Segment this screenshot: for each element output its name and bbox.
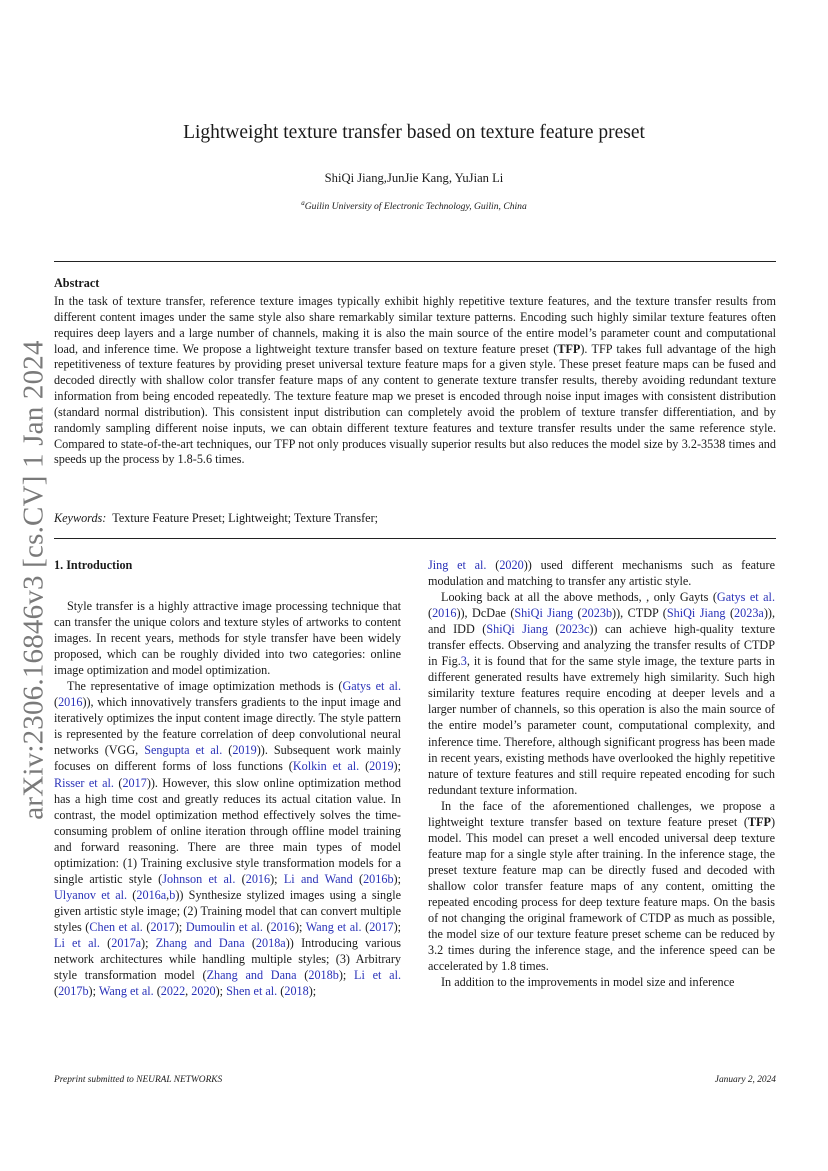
bottom-rule [54,538,776,539]
paragraph: Jing et al. (2020)) used different mechanisms such as feature modulation and matching to transfer any artistic style. [428,558,775,589]
footer-left: Preprint submitted to NEURAL NETWORKS [54,1075,223,1085]
paragraph: The representative of image optimization methods is (Gatys et al. (2016)), which innovatively transfers gradients to the input image and iteratively optimizes the input content image directly. The style pattern is represented by the feature correlation of deep convolutional neural networks (VGG, Sengupta et al. (2019)). Subsequent work mainly focuses on different forms of loss functions (Kolkin et al. (2019); Risser et al. (2017)). However, this slow online optimization method has a high time cost and greatly reduces its actual citation value. In contrast, the model optimization method effectively solves the time-consuming problem of online iteration through offline model training and forward reasoning. There are three main types of model optimization: (1) Training exclusive style transformation models for a single artistic style (Johnson et al. (2016); Li and Wand (2016b); Ulyanov et al. (2016a,b)) Synthesize stylized images using a single given artistic style image; (2) Training model that can convert multiple styles (Chen et al. (2017); Dumoulin et al. (2016); Wang et al. (2017); Li et al. (2017a); Zhang and Dana (2018a)) Introducing various network architectures while handling multiple styles; (3) Arbitrary style transformation model (Zhang and Dana (2018b); Li et al. (2017b); Wang et al. (2022, 2020); Shen et al. (2018); [54,679,402,999]
arxiv-stamp: arXiv:2306.16846v3 [cs.CV] 1 Jan 2024 [17,340,50,820]
paragraph: In the face of the aforementioned challenges, we propose a lightweight texture transfer based on texture feature preset (TFP) model. This model can preset a well encoded universal deep texture feature map for a single style after training. In the inference stage, the preset texture feature map can be directly fused and decoded with shallow color transfer feature maps of any content, omitting the repeated encoding process for deep texture feature maps. On the basis of not changing the original framework of CTDP as much as possible, the model size of our texture feature preset scheme can be reduced by 3.2 times during the inference stage, and the inference speed can be accelerated by 1.8 times. [428,798,775,974]
paragraph: Style transfer is a highly attractive image processing technique that can transfer the unique colors and texture styles of artworks to content images. In recent years, methods for style transfer have been widely proposed, which can be roughly divided into two categories: online image optimization and model optimization. [54,599,401,678]
keywords [54,511,378,526]
affiliation [0,199,828,212]
affiliation-mark: a [301,199,305,207]
abstract-heading: Abstract [54,276,100,290]
authors: ShiQi Jiang,JunJie Kang, YuJian Li [324,171,504,185]
top-rule [54,261,776,262]
paragraph: Looking back at all the above methods, , only Gayts (Gatys et al. (2016)), DcDae (ShiQi Jiang (2023b)), CTDP (ShiQi Jiang (2023a)), and IDD (ShiQi Jiang (2023c)) can achieve high-quality texture transfer effects. Observing and analyzing the transfer results of CTDP in Fig.3, it is found that for the same style image, the texture parts in different generated results have extremely high similarity. Such high similarity texture features require encoding at deeper levels and a larger number of channels, so this operation is also the main source of the entire model’s parameter count, computational complexity, and inference time. Therefore, although significant progress has been made in recent years, existing methods have overlooked the highly repetitive nature of texture features and still require repeated encoding for such redundant texture information. [428,590,776,797]
paper-title: Lightweight texture transfer based on texture feature preset [183,122,645,143]
section-heading: 1. Introduction [54,558,133,572]
keywords-label: Keywords: [54,511,107,525]
footer-date: January 2, 2024 [714,1075,776,1085]
left-column [54,598,401,999]
keywords-text: Texture Feature Preset; Lightweight; Texture Transfer; [112,511,379,525]
paragraph: In addition to the improvements in model size and inference [441,975,735,990]
affiliation-text: Guilin University of Electronic Technology, Guilin, China [304,201,527,213]
right-column [428,557,775,990]
abstract-text: In the task of texture transfer, reference texture images typically exhibit highly repetitive texture features, and the texture transfer results from different content images under the same style also share remarkably similar texture patterns. Encoding such highly similar texture features often requires deep layers and a large number of channels, making it is also the main source of the entire model’s parameter count and computational load, and inference time. We propose a lightweight texture transfer based on texture feature preset (TFP). TFP takes full advantage of the high repetitiveness of texture features by providing preset universal texture feature maps for a given style. These preset feature maps can be fused and decoded directly with shallow color transfer feature maps of any content to generate texture transfer results, thereby avoiding redundant texture information from being encoded repeatedly. The texture feature map we preset is encoded through noise input images with consistent distribution (standard normal distribution). This consistent input distribution can completely avoid the problem of texture transfer differentiation, and by randomly sampling different noise inputs, we can obtain different texture features and texture transfer results under the same reference style. Compared to state-of-the-art techniques, our TFP not only produces visually superior results but also reduces the model size by 3.2-3538 times and speeds up the process by 1.8-5.6 times. [54,294,776,467]
